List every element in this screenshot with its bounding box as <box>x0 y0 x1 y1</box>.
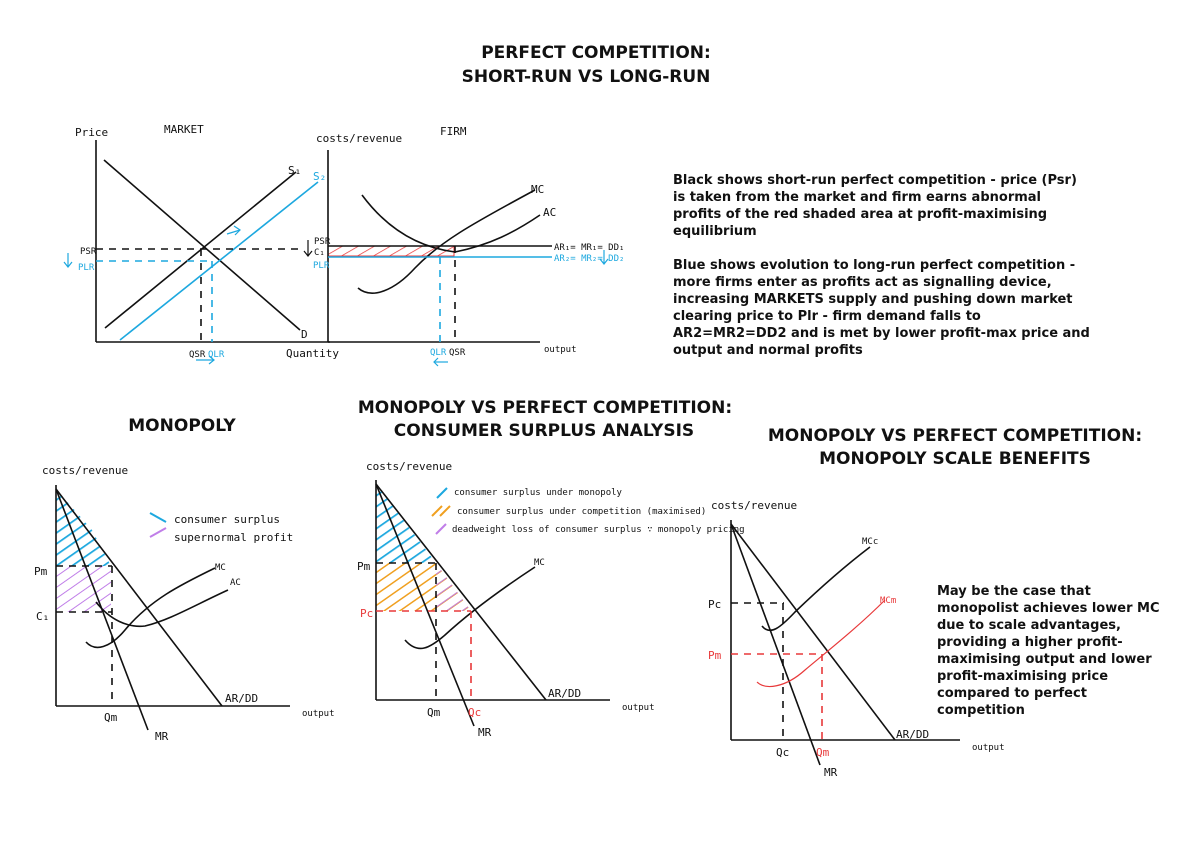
scale-explanation: May be the case that monopolist achieves lower MC due to scale advantages, providing a higher profit-maximising output and lower profit-maximising price compared to perfect competition <box>937 584 1160 718</box>
monopoly-ar-label: AR/DD <box>225 692 259 705</box>
cs-y-label: costs/revenue <box>366 460 453 473</box>
scale-title-line1: MONOPOLY VS PERFECT COMPETITION: <box>767 426 1143 446</box>
cs-pm-label: Pm <box>357 560 371 573</box>
cs-deadweight-loss-area <box>436 563 471 611</box>
scale-mcm-label: MCm <box>880 596 897 606</box>
cs-qc-label: Qc <box>468 706 482 719</box>
scale-mcc-label: MCc <box>862 537 879 547</box>
firm-heading: FIRM <box>440 125 467 138</box>
cs-legend-1: consumer surplus under monopoly <box>454 488 622 498</box>
monopoly-ac-label: AC <box>230 578 241 588</box>
cs-qm-label: Qm <box>427 706 441 719</box>
cs-legend-3: deadweight loss of consumer surplus ∵ monopoly pricing <box>452 525 745 535</box>
market-heading: MARKET <box>164 123 204 136</box>
firm-plr-label: PLR <box>313 261 330 271</box>
main-title-line1: PERFECT COMPETITION: <box>481 43 711 63</box>
monopoly-qm-label: Qm <box>104 711 118 724</box>
scale-y-label: costs/revenue <box>711 499 798 512</box>
firm-c1-label: C₁ <box>314 248 325 258</box>
pc-explanation-para1: Black shows short-run perfect competition - price (Psr) is taken from the market and firm earns abnormal profits of the red shaded area at profit-maximising equilibrium <box>673 173 1077 239</box>
monopoly-supernormal-profit-area <box>56 566 111 612</box>
main-title-line2: SHORT-RUN VS LONG-RUN <box>461 67 711 87</box>
monopoly-mr-label: MR <box>155 730 169 743</box>
monopoly-c1-label: C₁ <box>36 610 50 623</box>
firm-qsr-label: QSR <box>449 348 466 358</box>
scale-ar-label: AR/DD <box>896 728 930 741</box>
monopoly-legend-cs: consumer surplus <box>174 513 280 526</box>
scale-x-label: output <box>972 743 1005 753</box>
firm-graph <box>304 125 624 366</box>
firm-ac-curve <box>362 195 540 252</box>
cs-legend-3-swatch <box>436 524 446 534</box>
firm-qlr-label: QLR <box>430 348 447 358</box>
cs-title-line2: CONSUMER SURPLUS ANALYSIS <box>393 421 695 441</box>
market-s2-label: S₂ <box>313 170 327 183</box>
monopoly-pm-label: Pm <box>34 565 48 578</box>
cs-ar-label: AR/DD <box>548 687 582 700</box>
market-qsr-label: QSR <box>189 350 206 360</box>
scale-mr-label: MR <box>824 766 838 779</box>
scale-pm-label: Pm <box>708 649 722 662</box>
scale-qc-label: Qc <box>776 746 790 759</box>
cs-legend-1-swatch <box>437 488 447 498</box>
scale-mr-line <box>731 524 820 765</box>
monopoly-x-label: output <box>302 709 335 719</box>
scale-title-line2: MONOPOLY SCALE BENEFITS <box>819 449 1091 469</box>
market-y-label: Price <box>75 126 109 139</box>
monopoly-legend-cs-swatch <box>150 513 166 522</box>
cs-pc-label: Pc <box>360 607 374 620</box>
market-qlr-label: QLR <box>208 350 225 360</box>
market-plr-label: PLR <box>78 263 95 273</box>
firm-ar1-label: AR₁= MR₁= DD₁ <box>554 243 625 253</box>
pc-explanation-para2: Blue shows evolution to long-run perfect competition - more firms enter as profits act as signalling device, increasing MARKETS supply and pushing down market clearing price to Plr - firm demand falls to AR2=MR2=DD2 and is met by lower profit-max price and output and normal profits <box>673 258 1090 358</box>
market-s1-label: S₁ <box>288 164 302 177</box>
market-x-label: Quantity <box>286 347 339 360</box>
market-psr-label: PSR <box>80 247 97 257</box>
firm-x-label: output <box>544 345 577 355</box>
pc-explanation <box>673 172 1093 359</box>
cs-legend-2: consumer surplus under competition (maximised) <box>457 507 707 517</box>
scale-mcc-curve <box>762 547 870 630</box>
cs-mr-label: MR <box>478 726 492 739</box>
cs-mc-label: MC <box>534 558 545 568</box>
scale-pc-label: Pc <box>708 598 722 611</box>
firm-mc-curve <box>358 190 535 293</box>
cs-title-line1: MONOPOLY VS PERFECT COMPETITION: <box>357 398 733 418</box>
monopoly-graph <box>34 464 335 743</box>
firm-ac-label: AC <box>543 206 557 219</box>
monopoly-legend-sp-swatch <box>150 528 166 537</box>
cs-x-label: output <box>622 703 655 713</box>
monopoly-mc-label: MC <box>215 563 226 573</box>
market-d-label: D <box>301 328 308 341</box>
market-graph <box>64 123 339 364</box>
cs-graph <box>357 460 745 739</box>
monopoly-title: MONOPOLY <box>128 416 236 436</box>
monopoly-ac-curve <box>96 590 228 626</box>
scale-qm-label: Qm <box>816 746 830 759</box>
firm-ar2-label: AR₂= MR₂= DD₂ <box>554 254 625 264</box>
firm-mc-label: MC <box>531 183 545 196</box>
monopoly-y-label: costs/revenue <box>42 464 129 477</box>
scale-ar-line <box>731 524 895 740</box>
firm-psr-label: PSR <box>314 237 331 247</box>
monopoly-legend-sp: supernormal profit <box>174 531 294 544</box>
firm-y-label: costs/revenue <box>316 132 403 145</box>
